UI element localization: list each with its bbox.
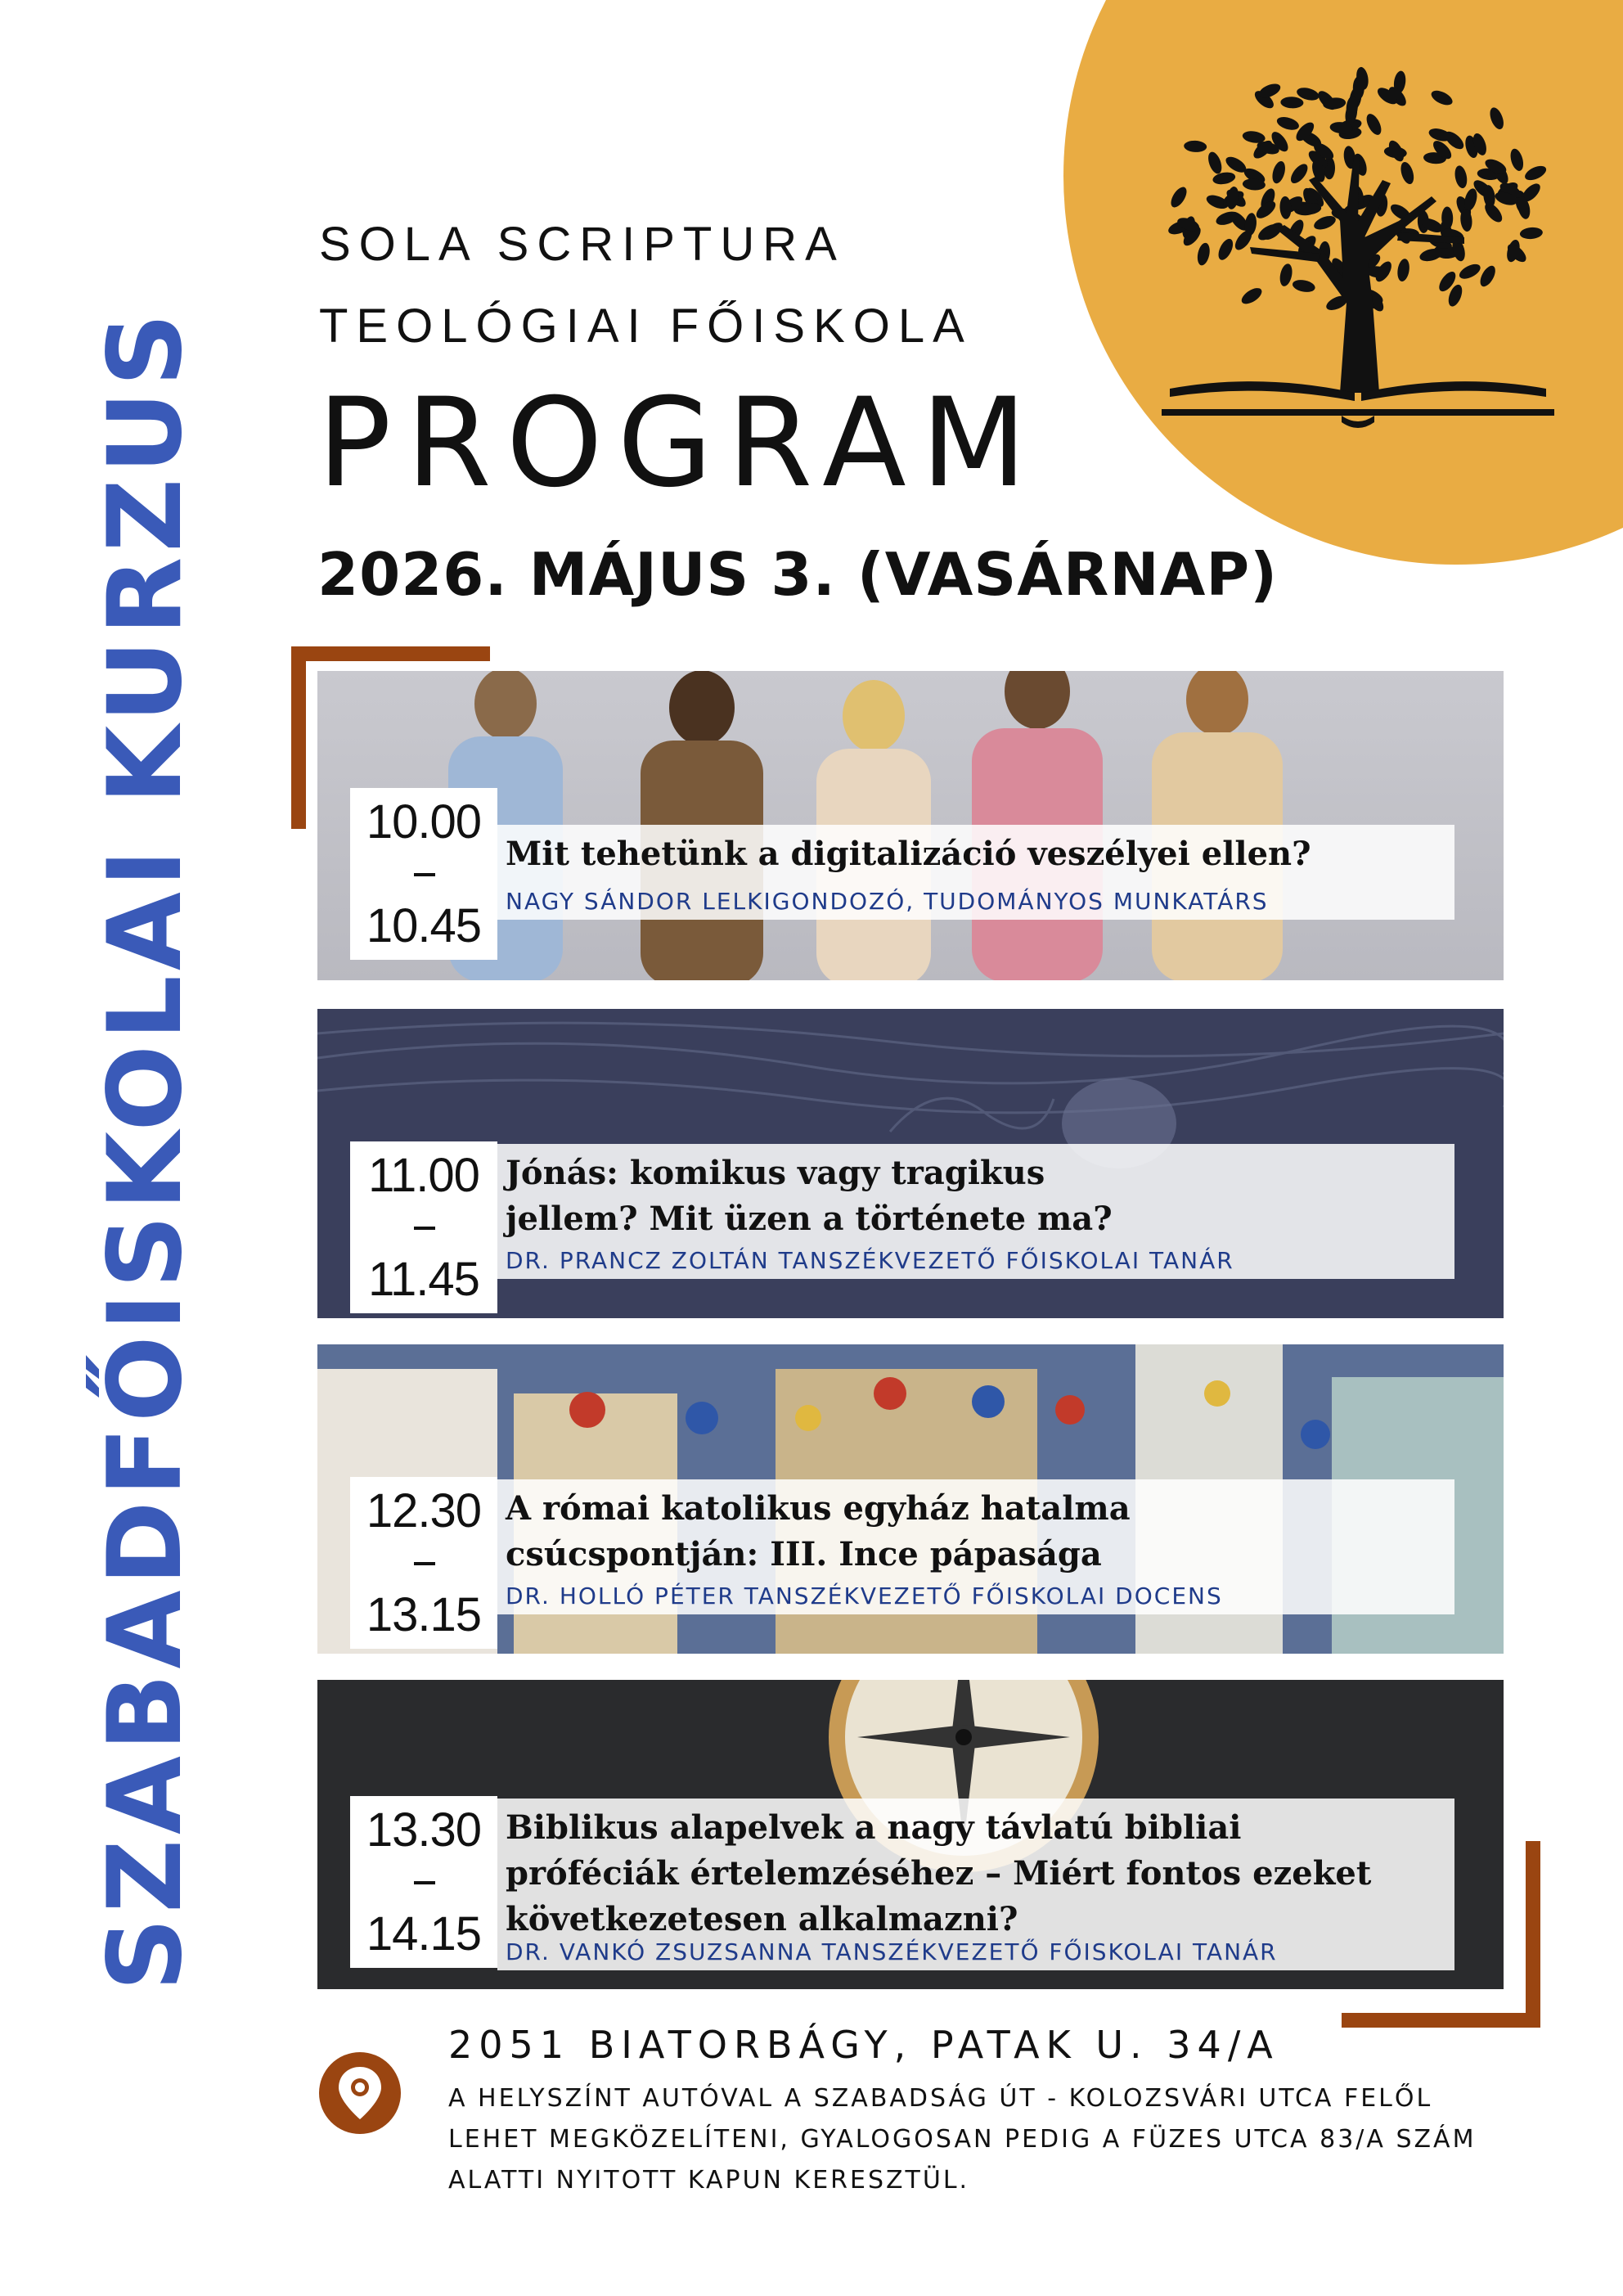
- session-2-time: [350, 1141, 497, 1313]
- side-title: SZABADFŐISKOLAI KURZUS: [87, 308, 205, 1992]
- session-4-time: [350, 1796, 497, 1968]
- event-date: 2026. MÁJUS 3. (VASÁRNAP): [317, 540, 1279, 609]
- session-4-title: Biblikus alapelvek a nagy távlatú bibliai próféciák értelemzéséhez – Miért fontos ezeket következetesen alkalmazni?: [506, 1808, 1372, 1938]
- session-4-speaker: DR. VANKÓ ZSUZSANNA TANSZÉKVEZETŐ FŐISKOLAI TANÁR: [506, 1938, 1278, 1965]
- session-2-speaker: DR. PRANCZ ZOLTÁN TANSZÉKVEZETŐ FŐISKOLAI TANÁR: [506, 1247, 1234, 1274]
- institution-line-1: SOLA SCRIPTURA: [319, 218, 845, 271]
- session-card-2: [317, 1009, 1504, 1318]
- directions: A HELYSZÍNT AUTÓVAL A SZABADSÁG ÚT - KOLOZSVÁRI UTCA FELŐL LEHET MEGKÖZELÍTENI, GYALOGOSAN PEDIG A FÜZES UTCA 83/A SZÁM ALATTI NYITOTT KAPUN KERESZTÜL.: [448, 2084, 1477, 2195]
- session-1-time: [350, 788, 497, 960]
- session-2-start: 11.00: [368, 1149, 479, 1202]
- session-4-info: [497, 1799, 1454, 1970]
- tree-on-book-icon: [1153, 57, 1562, 442]
- session-2-end: 11.45: [368, 1253, 479, 1306]
- session-3-time: [350, 1477, 497, 1649]
- session-1-end: 10.45: [366, 899, 482, 952]
- session-4-end: 14.15: [366, 1907, 482, 1961]
- session-3-title: A római katolikus egyház hatalma csúcspontján: III. Ince pápasága: [506, 1489, 1131, 1573]
- session-2-title: Jónás: komikus vagy tragikus jellem? Mit üzen a története ma?: [506, 1154, 1113, 1238]
- program-title: PROGRAM: [317, 372, 1042, 515]
- session-3-end: 13.15: [366, 1588, 482, 1641]
- session-card-1: [317, 671, 1504, 980]
- session-card-3: [317, 1344, 1504, 1654]
- session-1-info: [497, 825, 1454, 920]
- time-dash: [414, 1881, 435, 1884]
- address: 2051 BIATORBÁGY, PATAK U. 34/A: [448, 2023, 1279, 2067]
- session-1-speaker: NAGY SÁNDOR LELKIGONDOZÓ, TUDOMÁNYOS MUNKATÁRS: [506, 888, 1269, 915]
- time-dash: [414, 873, 435, 876]
- session-3-info: [497, 1479, 1454, 1614]
- session-1-start: 10.00: [366, 795, 482, 849]
- session-card-4: [317, 1680, 1504, 1989]
- session-3-speaker: DR. HOLLÓ PÉTER TANSZÉKVEZETŐ FŐISKOLAI DOCENS: [506, 1582, 1223, 1609]
- session-4-start: 13.30: [366, 1803, 482, 1857]
- location-pin-icon: [319, 2052, 401, 2134]
- session-3-start: 12.30: [366, 1484, 482, 1537]
- session-2-info: [497, 1144, 1454, 1279]
- institution-line-2: TEOLÓGIAI FŐISKOLA: [319, 299, 973, 353]
- time-dash: [414, 1562, 435, 1565]
- time-dash: [414, 1227, 435, 1230]
- session-1-title: Mit tehetünk a digitalizáció veszélyei ellen?: [506, 835, 1311, 873]
